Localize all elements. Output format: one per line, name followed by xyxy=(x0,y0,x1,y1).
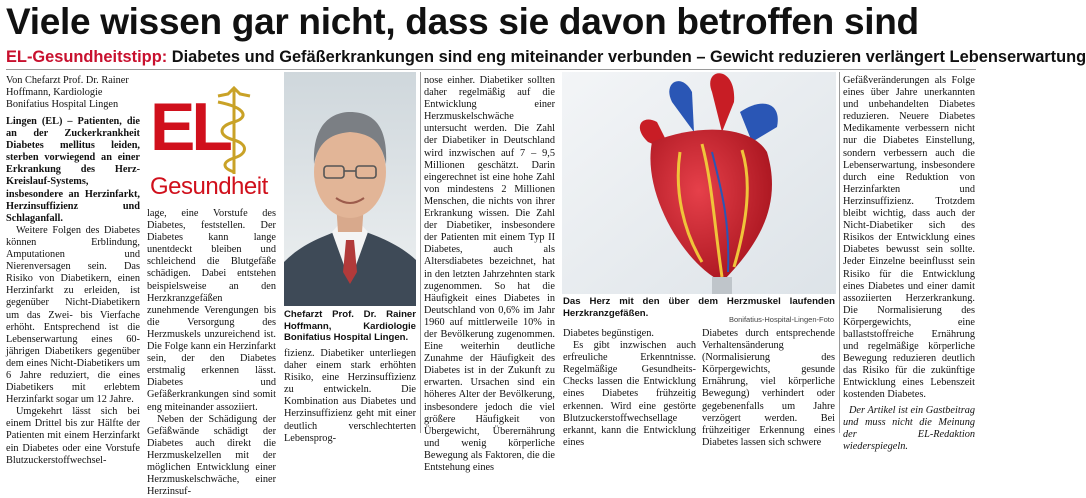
byline: Von Chefarzt Prof. Dr. Rainer Hoffmann, Kardiologie Bonifatius Hospital Lingen xyxy=(6,75,129,111)
sub-headline xyxy=(6,47,1086,67)
header-divider xyxy=(6,69,976,70)
paragraph: lage, eine Vorstufe des Diabetes, feststellen. Der Diabetes kann lange unentdeckt bleiben und schleichend die Blutgefäße schädigen. Dabei entstehen beispielsweise an den Herzkranzgefäßen zunehmende Verengungen bis die Versorgung des Herzmuskels unzureichend ist. Die Folge kann ein Herzinfarkt sein, der den Diabetes erstmalig erkennen lässt. Diabetes und Gefäßerkrankungen sind somit eng miteinander assoziiert. xyxy=(147,208,276,413)
editorial-note: Der Artikel ist ein Gastbeitrag und muss nicht die Meinung der EL-Redaktion wiederspiegeln. xyxy=(843,404,975,452)
column-1-body xyxy=(6,114,140,467)
column-7 xyxy=(843,75,975,453)
column-5 xyxy=(563,328,696,449)
logo-top-text: EL xyxy=(150,89,229,165)
el-gesundheit-logo xyxy=(148,82,276,206)
logo-bottom-text: Gesundheit xyxy=(150,173,268,200)
paragraph: Diabetes durch entsprechende Verhaltensänderung (Normalisierung des Körpergewichts, gesunde Ernährung, viel körperliche Bewegung) verhindert oder gegebenenfalls um Jahre verzögert werden. Bei frühzeitiger Erkennung eines Diabetes lassen sich schwere xyxy=(702,328,835,448)
column-3 xyxy=(284,348,416,445)
photo-credit: Bonifatius-Hospital-Lingen-Foto xyxy=(728,315,834,324)
heart-photo-caption: Das Herz mit den über dem Herzmuskel laufenden Herzkranzgefäßen. xyxy=(563,296,835,319)
paragraph: Neben der Schädigung der Gefäßwände schädigt der Diabetes auch direkt die Herzmuskelzellen mit der möglichen Entwicklung einer Herzmuskelschwäche, einer Herzinsuf- xyxy=(147,413,276,498)
photo-caption: Chefarzt Prof. Dr. Rainer Hoffmann, Kardiologie Bonifatius Hospital Lingen. xyxy=(284,309,416,344)
column-6 xyxy=(702,328,835,449)
doctor-portrait-photo xyxy=(284,72,416,306)
column-divider xyxy=(420,72,421,433)
lead-paragraph: Lingen (EL) – Patienten, die an der Zuckerkrankheit Diabetes mellitus leiden, sterben vorwiegend an einer Erkrankung des Herz-Kreislauf-Systems, insbesondere an Herzinfarkt, Herzinsuffizienz und Schlaganfall. xyxy=(6,116,140,224)
column-4 xyxy=(424,75,555,474)
column-divider xyxy=(839,72,840,433)
sub-headline-kicker: EL-Gesundheitstipp: xyxy=(6,48,168,66)
column-2 xyxy=(147,208,276,498)
paragraph: Gefäßveränderungen als Folge eines über Jahre unerkannten und unbehandelten Diabetes reduzieren. Neuere Diabetes Medikamente verbessern nicht nur die Diabetes Einstellung, sondern verbessern auch die Lebenserwartung, insbesondere durch eine Reduktion von Herzinfarkten und Herzinsuffizienz. Trotzdem bleibt wichtig, dass auch der Nicht-Diabetiker sich des Risikos der Entwicklung eines Diabetes bewusst sein sollte. Jeder Einzelne beeinflusst sein Risiko für die Entwicklung eines Diabetes und einer damit assoziierten Herzerkrankung. Die Normalisierung des Körpergewichts, eine ballaststoffreiche Ernährung und regelmäßige körperliche Bewegung reduzieren deutlich das Risiko für die zukünftige Entwicklung eines Lebenszeit kostenden Diabetes. xyxy=(843,75,975,401)
paragraph: Umgekehrt lässt sich bei einem Drittel bis zur Hälfte der Patienten mit einem Herzinfarkt ein Diabetes oder eine Vorstufe Blutzuckerstoffwechsel- xyxy=(6,406,140,466)
page-headline: Viele wissen gar nicht, dass sie davon betroffen sind xyxy=(6,1,919,42)
heart-model-photo xyxy=(562,72,836,294)
sub-headline-text: Diabetes und Gefäßerkrankungen sind eng miteinander verbunden – Gewicht reduzieren verlängert Lebenserwartung xyxy=(167,48,1086,66)
paragraph: nose einher. Diabetiker sollten daher regelmäßig auf die Entwicklung einer Herzmuskelschwäche untersucht werden. Die Zahl der Diabetiker in Deutschland wird inzwischen auf 7 – 9,5 Millionen geschätzt. Darin eingerechnet ist eine hohe Zahl von mindestens 2 Millionen Menschen, die nichts von ihrer Erkrankung wissen. Die Zahl der Diabetiker, insbesondere der Patienten mit einem Typ II Diabetes, auch als Altersdiabetes bezeichnet, hat in den letzten Jahrzehnten stark zugenommen. So hat die Häufigkeit eines Diabetes in Deutschland von 0,6% im Jahr 1960 auf mittlerweile 10% in der Bevölkerung zugenommen. Eine weiterhin deutliche Zunahme der Häufigkeit des Diabetes ist in der Zukunft zu erwarten. Ursachen sind ein höheres Alter der Bevölkerung, insbesondere jedoch die viel größere Häufigkeit von Übergewicht, Überernährung und wenig körperliche Bewegung als Faktoren, die die Entstehung eines xyxy=(424,75,555,473)
paragraph: Diabetes begünstigen. xyxy=(563,328,654,339)
paragraph: Es gibt inzwischen auch erfreuliche Erkenntnisse. Regelmäßige Gesundheits-Checks lassen die Entwicklung eines Diabetes frühzeitig erkennen. Wird eine gestörte Blutzuckerstoffwechsellage erkannt, kann die Entwicklung eines xyxy=(563,340,696,448)
column-1 xyxy=(6,75,140,111)
paragraph: Weitere Folgen des Diabetes können Erblindung, Amputationen und Nierenversagen sein. Das Risiko von Diabetikern, einen Herzinfarkt zu erleiden, ist gegenüber Nicht-Diabetikern um das Zwei- bis Vierfache erhöht. Entsprechend ist die Lebenserwartung eines 60-jährigen Diabetikers gegenüber dem eines Nicht-Diabetikers um 6 Jahre reduziert, die eines Diabetikers mit erlebtem Herzinfarkt sogar um 12 Jahre. xyxy=(6,224,140,406)
paragraph: fizienz. Diabetiker unterliegen daher einem stark erhöhten Risiko, eine Herzinsuffizienz zu entwickeln. Die Kombination aus Diabetes und Herzinsuffizienz geht mit einer deutlich verschlechterten Lebensprog- xyxy=(284,348,416,444)
